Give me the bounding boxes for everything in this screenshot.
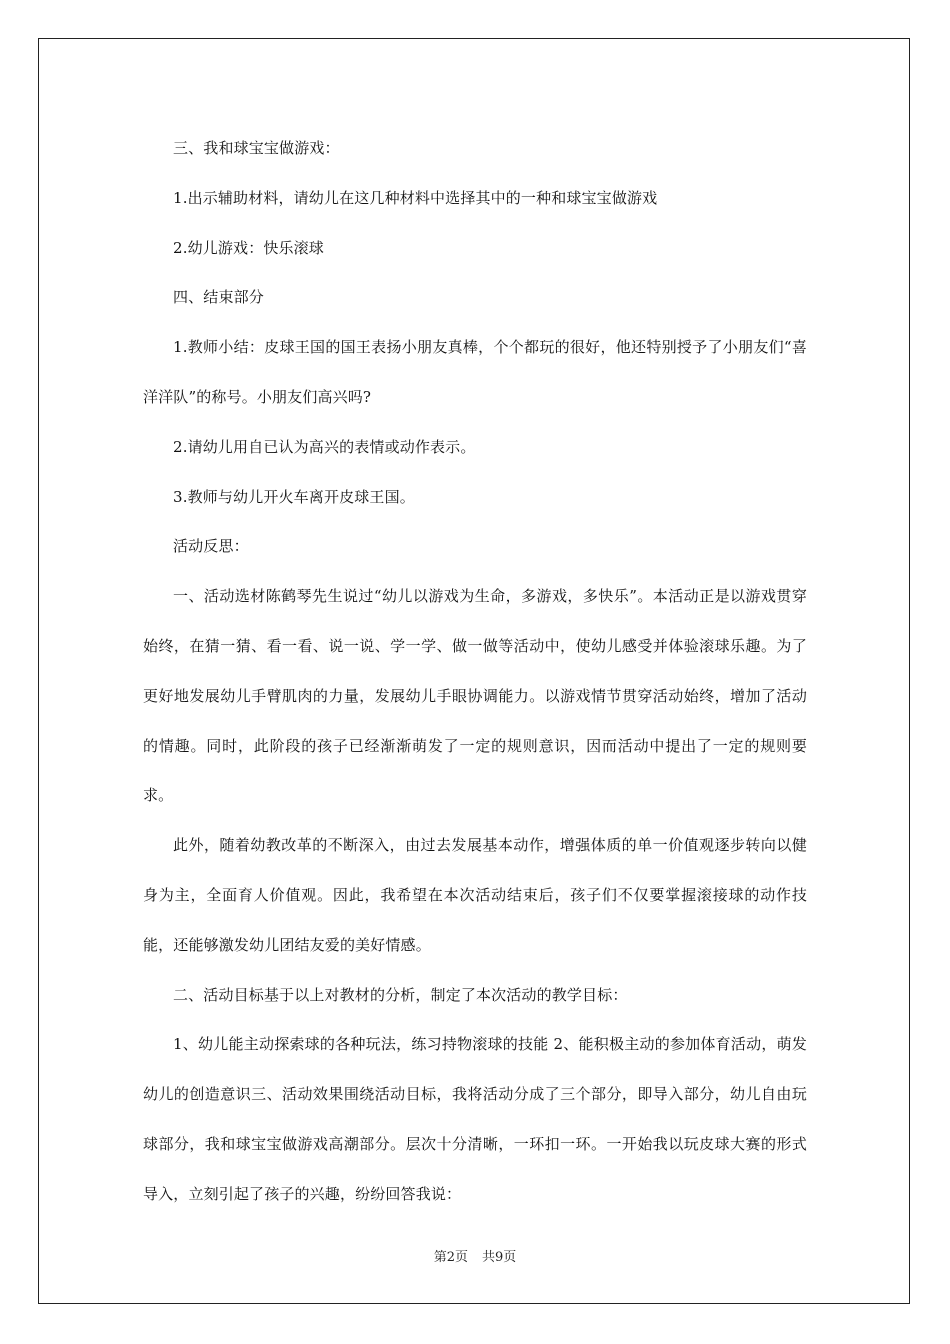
paragraph-section-three-heading: 三、我和球宝宝做游戏：: [173, 139, 340, 157]
paragraph-children-game: 2.幼儿游戏：快乐滚球: [173, 238, 324, 257]
page-total: 共9页: [482, 1250, 517, 1265]
paragraph-reflection-heading: 活动反思：: [173, 537, 249, 556]
paragraph-express-happiness: 2.请幼儿用自已认为高兴的表情或动作表示。: [173, 437, 476, 456]
paragraph-reflection-one: 一、活动选材陈鹤琴先生说过“幼儿以游戏为生命，多游戏，多快乐”。本活动正是以游戏贯穿始终，在猜一猜、看一看、说一说、学一学、做一做等活动中，使幼儿感受并体验滚球乐趣。为了更好地发展幼儿手臂肌肉的力量，发展幼儿手眼协调能力。以游戏情节贯穿活动始终，增加了活动的情趣。同时，此阶段的孩子已经渐渐萌发了一定的规则意识，因而活动中提出了一定的规则要求。: [143, 587, 807, 805]
paragraph-leave-kingdom: 3.教师与幼儿开火车离开皮球王国。: [173, 487, 415, 506]
paragraph-goals-and-effects: 1、幼儿能主动探索球的各种玩法，练习持物滚球的技能 2、能积极主动的参加体育活动，萌发幼儿的创造意识三、活动效果围绕活动目标，我将活动分成了三个部分，即导入部分，幼儿自由玩球部分，我和球宝宝做游戏高潮部分。层次十分清晰，一环扣一环。一开始我以玩皮球大赛的形式导入，立刻引起了孩子的兴趣，纷纷回答我说：: [143, 1035, 807, 1203]
page-number: 第2页: [433, 1250, 468, 1265]
paragraph-show-materials: 1.出示辅助材料，请幼儿在这几种材料中选择其中的一种和球宝宝做游戏: [173, 188, 658, 207]
page-footer: [0, 1246, 950, 1265]
document-body: [143, 124, 807, 1220]
paragraph-section-four-heading: 四、结束部分: [173, 288, 264, 307]
paragraph-teacher-summary: 1.教师小结：皮球王国的国王表扬小朋友真棒，个个都玩的很好，他还特别授予了小朋友们“喜洋洋队”的称号。小朋友们高兴吗?: [143, 338, 807, 406]
paragraph-reflection-two: 二、活动目标基于以上对教材的分析，制定了本次活动的教学目标：: [173, 985, 628, 1004]
paragraph-reflection-moreover: 此外，随着幼教改革的不断深入，由过去发展基本动作，增强体质的单一价值观逐步转向以健身为主，全面育人价值观。因此，我希望在本次活动结束后，孩子们不仅要掌握滚接球的动作技能，还能够激发幼儿团结友爱的美好情感。: [143, 836, 807, 954]
